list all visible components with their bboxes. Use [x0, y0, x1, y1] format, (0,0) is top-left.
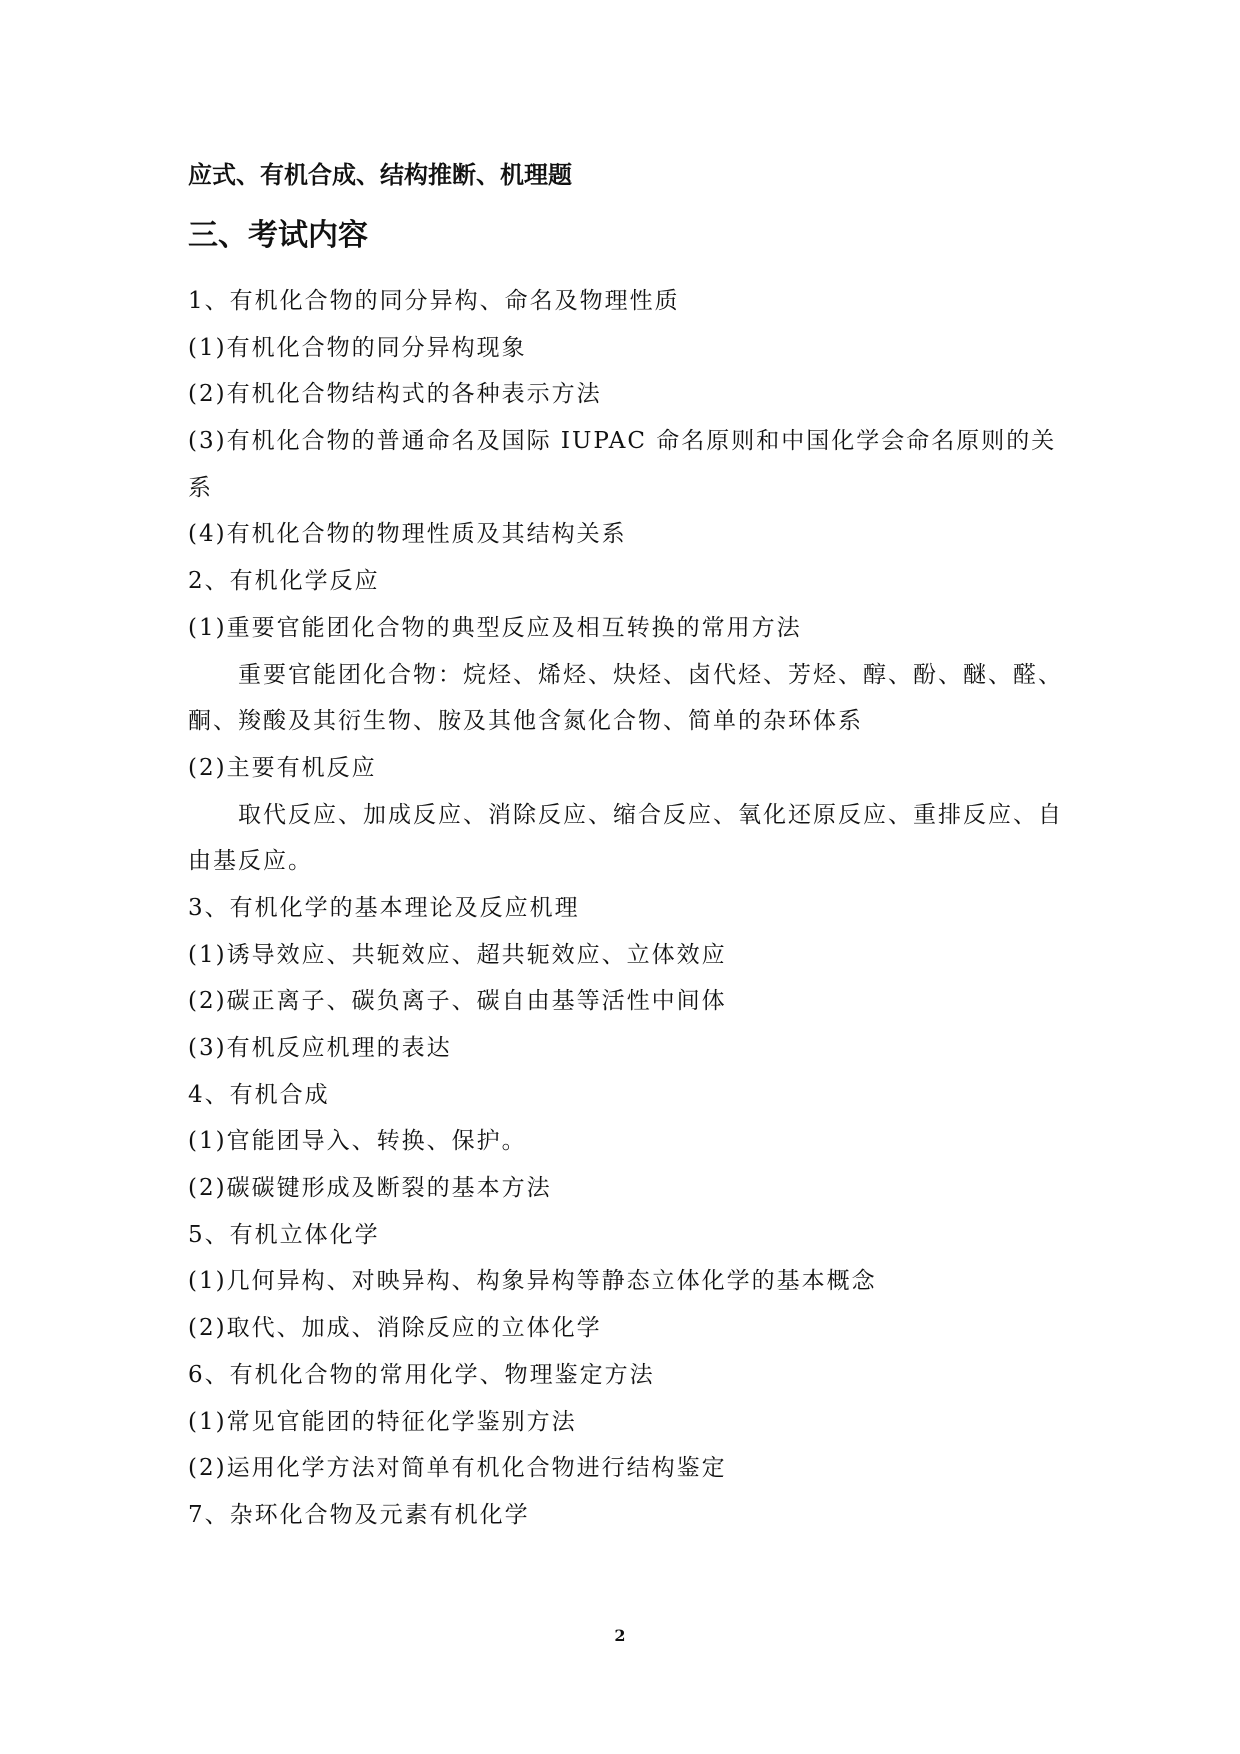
sub-item-1-1: (1)有机化合物的同分异构现象: [188, 334, 527, 361]
sub-item-5-2: (2)取代、加成、消除反应的立体化学: [188, 1315, 602, 1342]
item-heading-7: 7、杂环化合物及元素有机化学: [188, 1501, 530, 1528]
item-heading-1: 1、有机化合物的同分异构、命名及物理性质: [188, 288, 680, 314]
paragraph-reactions-continued: 由基反应。: [188, 848, 313, 875]
sub-item-2-1: (1)重要官能团化合物的典型反应及相互转换的常用方法: [188, 614, 802, 641]
sub-item-3-1: (1)诱导效应、共轭效应、超共轭效应、立体效应: [188, 941, 727, 968]
sub-item-1-2: (2)有机化合物结构式的各种表示方法: [188, 381, 602, 408]
item-heading-2: 2、有机化学反应: [188, 568, 380, 595]
sub-item-1-4: (4)有机化合物的物理性质及其结构关系: [188, 521, 627, 548]
sub-item-4-1: (1)官能团导入、转换、保护。: [188, 1128, 527, 1155]
page-number: 2: [614, 1626, 626, 1645]
sub-item-5-1: (1)几何异构、对映异构、构象异构等静态立体化学的基本概念: [188, 1268, 877, 1295]
paragraph-functional-groups-continued: 酮、羧酸及其衍生物、胺及其他含氮化合物、简单的杂环体系: [188, 708, 863, 735]
item-heading-6: 6、有机化合物的常用化学、物理鉴定方法: [188, 1361, 655, 1388]
sub-item-1-3-continued: 系: [188, 474, 213, 501]
sub-item-4-2: (2)碳碳键形成及断裂的基本方法: [188, 1175, 552, 1202]
item-heading-5: 5、有机立体化学: [188, 1221, 380, 1248]
section-heading: 三、考试内容: [188, 218, 368, 253]
item-heading-4: 4、有机合成: [188, 1081, 330, 1108]
paragraph-functional-groups: 重要官能团化合物：烷烃、烯烃、炔烃、卤代烃、芳烃、醇、酚、醚、醛、: [238, 661, 1063, 688]
sub-item-2-2: (2)主要有机反应: [188, 754, 377, 781]
sub-item-6-1: (1)常见官能团的特征化学鉴别方法: [188, 1408, 577, 1435]
sub-item-6-2: (2)运用化学方法对简单有机化合物进行结构鉴定: [188, 1455, 727, 1482]
continuation-line: 应式、有机合成、结构推断、机理题: [188, 161, 572, 189]
exam-content-list: [188, 278, 1063, 1539]
item-heading-3: 3、有机化学的基本理论及反应机理: [188, 894, 580, 921]
sub-item-3-3: (3)有机反应机理的表达: [188, 1035, 452, 1061]
sub-item-3-2: (2)碳正离子、碳负离子、碳自由基等活性中间体: [188, 988, 727, 1015]
paragraph-reactions: 取代反应、加成反应、消除反应、缩合反应、氧化还原反应、重排反应、自: [238, 801, 1063, 828]
sub-item-1-3: (3)有机化合物的普通命名及国际 IUPAC 命名原则和中国化学会命名原则的关: [188, 428, 1057, 455]
